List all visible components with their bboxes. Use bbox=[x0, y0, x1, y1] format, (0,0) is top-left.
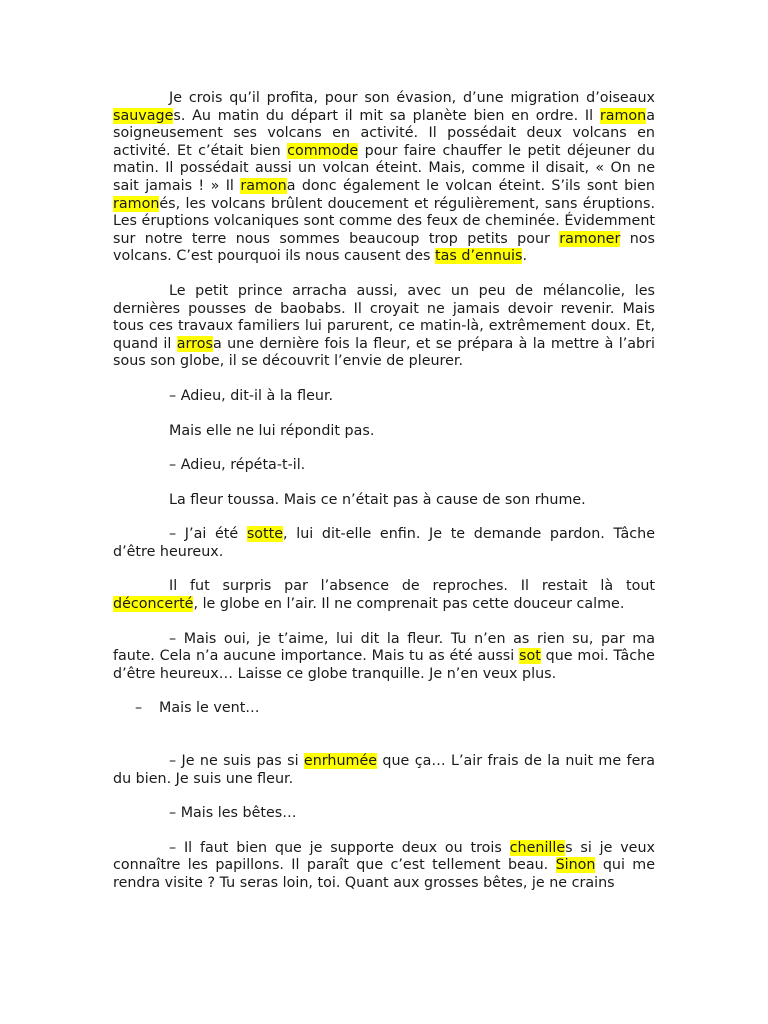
paragraph bbox=[113, 631, 655, 684]
text-run: – Mais oui, je t’aime, lui dit la fleur. Tu n’en as rien su, par ma faute. Cela n’a aucune importance. Mais tu as été aussi bbox=[113, 630, 655, 665]
highlighted-word: commode bbox=[287, 142, 359, 159]
text-run: – Adieu, répéta-t-il. bbox=[169, 457, 306, 474]
highlighted-word: sot bbox=[519, 648, 541, 665]
text-run: s. Au matin du départ il mit sa planète bien en ordre. Il bbox=[173, 107, 600, 124]
highlighted-word: déconcerté bbox=[113, 596, 194, 613]
text-run: Mais elle ne lui répondit pas. bbox=[169, 422, 375, 439]
text-run: – Il faut bien que je supporte deux ou trois bbox=[169, 839, 510, 856]
dash-bullet: – bbox=[135, 700, 143, 717]
text-run: nos volcans. C’est pourquoi ils nous causent des bbox=[113, 230, 655, 265]
dash-list-item bbox=[113, 700, 655, 718]
highlighted-word: chenille bbox=[509, 839, 566, 856]
paragraph bbox=[113, 457, 655, 475]
highlighted-word: sotte bbox=[246, 526, 284, 543]
text-run: a donc également le volcan éteint. S’ils sont bien bbox=[286, 177, 655, 194]
text-run: , lui dit-elle enfin. Je te demande pardon. Tâche d’être heureux. bbox=[113, 526, 656, 560]
paragraph bbox=[113, 388, 655, 406]
text-run: qui me rendra visite ? Tu seras loin, toi. Quant aux grosses bêtes, je ne crains bbox=[113, 857, 656, 891]
paragraph bbox=[113, 492, 655, 510]
text-run: que ça… L’air frais de la nuit me fera du bien. Je suis une fleur. bbox=[113, 753, 655, 787]
paragraph bbox=[113, 526, 655, 561]
text-run: pour faire chauffer le petit déjeuner du matin. Il possédait aussi un volcan éteint. Mais, comme il disait, « On ne sait jamais ! » Il bbox=[113, 142, 655, 194]
highlighted-word: arros bbox=[176, 335, 213, 352]
highlighted-word: ramon bbox=[599, 107, 647, 124]
paragraph-group-before bbox=[113, 90, 655, 683]
text-run: Il fut surpris par l’absence de reproches. Il restait là tout bbox=[169, 578, 655, 595]
text-run: s si je veux connaître les papillons. Il paraît que c’est tellement beau. bbox=[113, 839, 655, 874]
text-run: – Adieu, dit-il à la fleur. bbox=[169, 387, 334, 404]
paragraph bbox=[113, 578, 655, 613]
paragraph bbox=[113, 90, 655, 266]
spacer bbox=[113, 735, 655, 753]
text-run: Je crois qu’il profita, pour son évasion, d’une migration d’oiseaux bbox=[169, 90, 655, 106]
document-text bbox=[113, 90, 655, 910]
highlighted-word: ramon bbox=[113, 195, 160, 212]
dash-item-text: Mais le vent… bbox=[159, 700, 260, 717]
paragraph bbox=[113, 805, 655, 823]
paragraph-group-after bbox=[113, 753, 655, 893]
text-run: – Mais les bêtes… bbox=[169, 805, 297, 822]
paragraph bbox=[113, 283, 655, 371]
text-run: Le petit prince arracha aussi, avec un peu de mélancolie, les dernières pousses de baobabs. Il croyait ne jamais devoir revenir. Mais tous ces travaux familiers lui parurent, ce matin-là, extrêmement doux. Et, quand il bbox=[113, 282, 655, 352]
text-run: a soigneusement ses volcans en activité. Il possédait deux volcans en activité. Et c’était bien bbox=[113, 107, 655, 159]
highlighted-word: Sinon bbox=[555, 857, 596, 874]
highlighted-word: ramon bbox=[240, 177, 287, 194]
text-run: , le globe en l’air. Il ne comprenait pas cette douceur calme. bbox=[193, 596, 625, 613]
paragraph bbox=[113, 753, 655, 788]
text-run: La fleur toussa. Mais ce n’était pas à cause de son rhume. bbox=[169, 491, 586, 508]
paragraph bbox=[113, 423, 655, 441]
highlighted-word: enrhumée bbox=[303, 753, 378, 770]
highlighted-word: sauvage bbox=[113, 107, 174, 124]
text-run: . bbox=[522, 248, 527, 265]
text-run: – J’ai été bbox=[169, 526, 247, 543]
text-run: que moi. Tâche d’être heureux… Laisse ce globe tranquille. Je n’en veux plus. bbox=[113, 648, 655, 682]
highlighted-word: tas d’ennuis bbox=[435, 248, 523, 265]
text-run: – Je ne suis pas si bbox=[169, 753, 304, 770]
paragraph bbox=[113, 840, 655, 893]
text-run: és, les volcans brûlent doucement et régulièrement, sans éruptions. Les éruptions volcaniques sont comme des feux de cheminée. Évidemment sur notre terre nous sommes beaucoup trop petits pour bbox=[113, 195, 655, 247]
text-run: a une dernière fois la fleur, et se prépara à la mettre à l’abri sous son globe, il se découvrit l’envie de pleurer. bbox=[113, 335, 655, 370]
highlighted-word: ramoner bbox=[559, 230, 621, 247]
